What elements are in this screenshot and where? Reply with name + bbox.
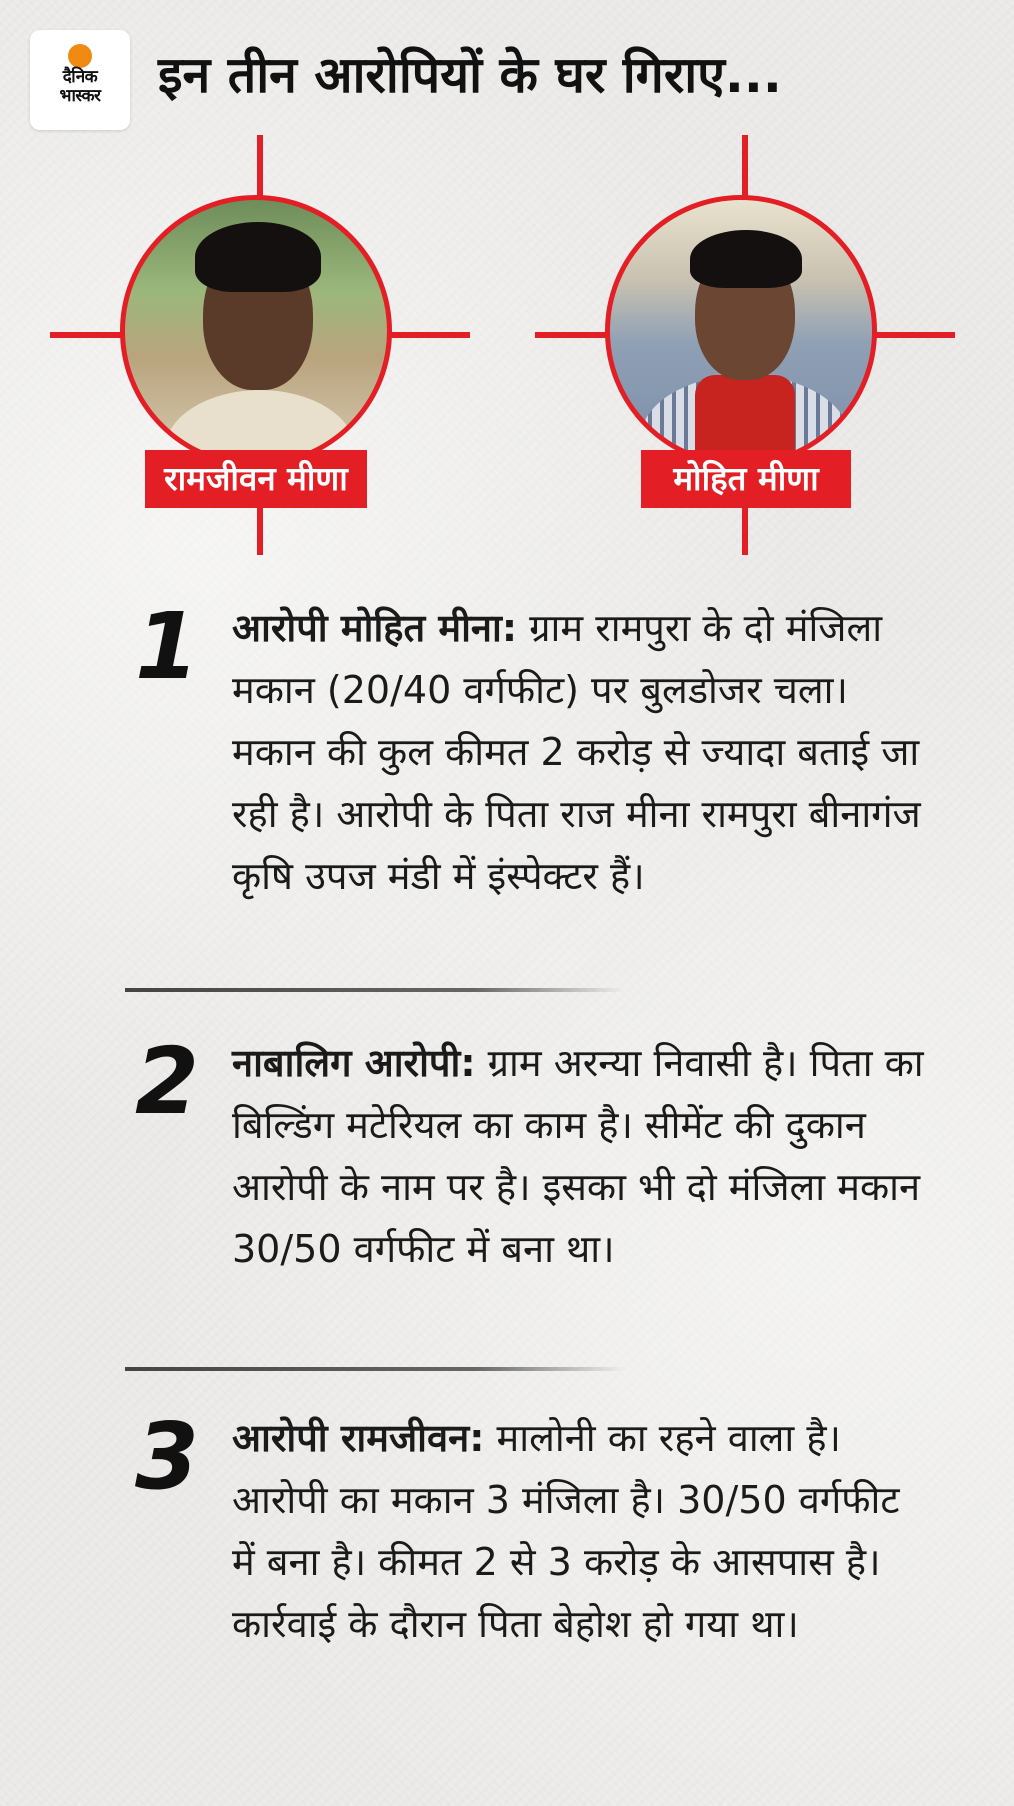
divider [125,988,625,992]
portrait-target-left [50,135,470,555]
item-text [232,1407,932,1655]
name-label: मोहित मीणा [641,450,851,508]
name-label: रामजीवन मीणा [145,450,367,508]
sun-icon [68,44,92,68]
logo-text-line2: भास्कर [59,86,101,106]
item-number: 1 [135,593,200,700]
item-body: ग्राम रामपुरा के दो मंजिला मकान (20/40 वर्गफीट) पर बुलडोजर चला। मकान की कुल कीमत 2 करोड़ से ज्यादा बताई जा रही है। आरोपी के पिता राज मीना रामपुरा बीनागंज कृषि उपज मंडी में इंस्पेक्टर हैं। [232,606,921,898]
item-text [232,1032,932,1280]
item-body: मालोनी का रहने वाला है। आरोपी का मकान 3 मंजिला है। 30/50 वर्गफीट में बना है। कीमत 2 से 3 करोड़ के आसपास है। कार्रवाई के दौरान पिता बेहोश हो गया था। [232,1416,900,1646]
dainik-bhaskar-logo [30,30,130,130]
item-number: 3 [135,1403,200,1510]
person-photo [120,195,392,467]
item-body: ग्राम अरन्या निवासी है। पिता का बिल्डिंग मटेरियल का काम है। सीमेंट की दुकान आरोपी के नाम पर है। इसका भी दो मंजिला मकान 30/50 वर्गफीट में बना था। [232,1041,924,1271]
item-lead: नाबालिग आरोपी: [232,1041,476,1085]
person-photo [605,195,877,467]
portrait-target-right [535,135,955,555]
item-text [232,597,932,907]
headline: इन तीन आरोपियों के घर गिराए... [158,46,782,104]
divider [125,1367,625,1371]
item-number: 2 [135,1028,200,1135]
logo-text-line1: दैनिक [62,67,98,87]
item-lead: आरोपी रामजीवन: [232,1416,485,1460]
item-lead: आरोपी मोहित मीना: [232,606,518,650]
